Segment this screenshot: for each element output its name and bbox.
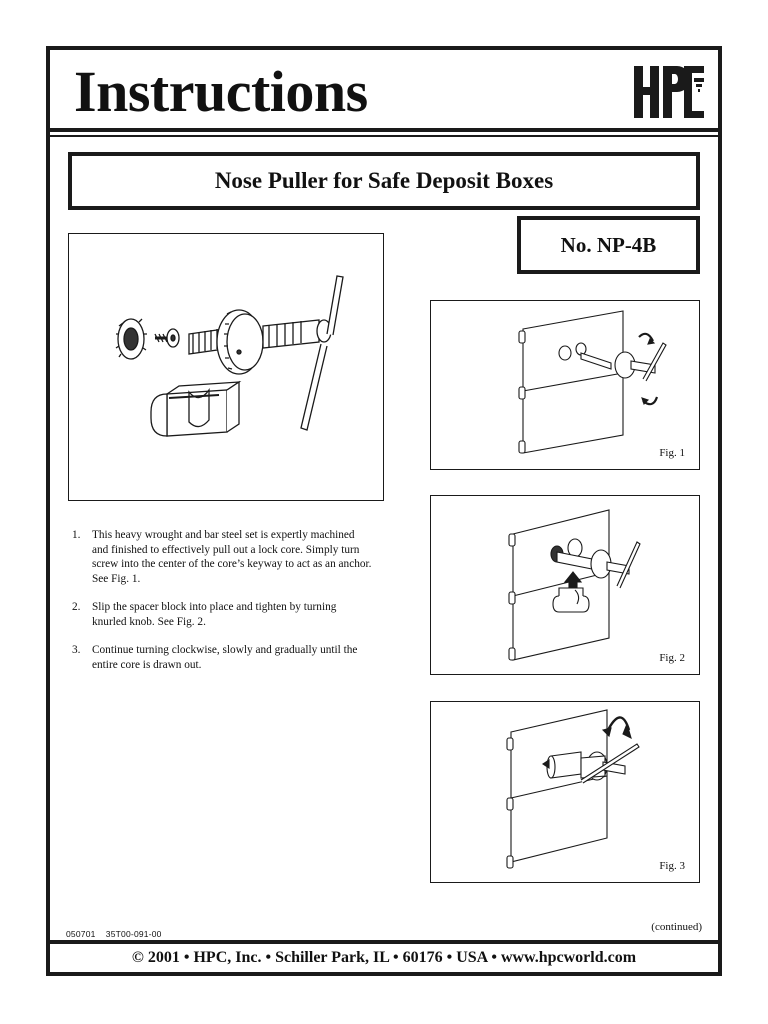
step-text: Continue turning clockwise, slowly and gradually until the entire core is drawn out. (92, 644, 358, 671)
header-rule-top (50, 128, 718, 132)
document-code: 050701 35T00-091-00 (66, 929, 162, 939)
instruction-steps (72, 528, 372, 686)
spacer-block-drawing (151, 382, 239, 436)
header-rule-bottom (50, 135, 718, 137)
model-number: No. NP-4B (560, 232, 657, 257)
model-number-box (517, 216, 700, 274)
copyright-footer (50, 946, 718, 970)
page-title: Instructions (74, 59, 368, 124)
step-number: 1. (72, 529, 81, 541)
copyright-text: © 2001 • HPC, Inc. • Schiller Park, IL • 60176 • USA • www.hpcworld.com (131, 949, 637, 966)
instruction-step (72, 600, 372, 629)
figure-2-label: Fig. 2 (659, 652, 685, 664)
footer-rule (50, 940, 718, 944)
hpc-logo (632, 62, 706, 122)
figure-3 (430, 701, 700, 883)
product-illustration (68, 233, 384, 501)
instruction-step (72, 528, 372, 586)
step-text: Slip the spacer block into place and tighten by turning knurled knob. See Fig. 2. (92, 601, 337, 628)
product-name-box (68, 152, 700, 210)
step-number: 3. (72, 644, 81, 656)
step-text: This heavy wrought and bar steel set is expertly machined and finished to effectively pull out a lock core. Simply turn screw into the center of the core’s keyway to act as an anchor. See Fig. 1. (92, 529, 372, 585)
product-name: Nose Puller for Safe Deposit Boxes (214, 168, 554, 193)
figure-2 (430, 495, 700, 675)
step-number: 2. (72, 601, 81, 613)
knurled-nut-drawing (116, 319, 147, 359)
figure-3-label: Fig. 3 (659, 860, 685, 872)
figure-1-label: Fig. 1 (659, 447, 685, 459)
screw-drawing (155, 329, 179, 347)
figure-1 (430, 300, 700, 470)
instruction-step (72, 643, 372, 672)
continued-note: (continued) (651, 921, 702, 933)
